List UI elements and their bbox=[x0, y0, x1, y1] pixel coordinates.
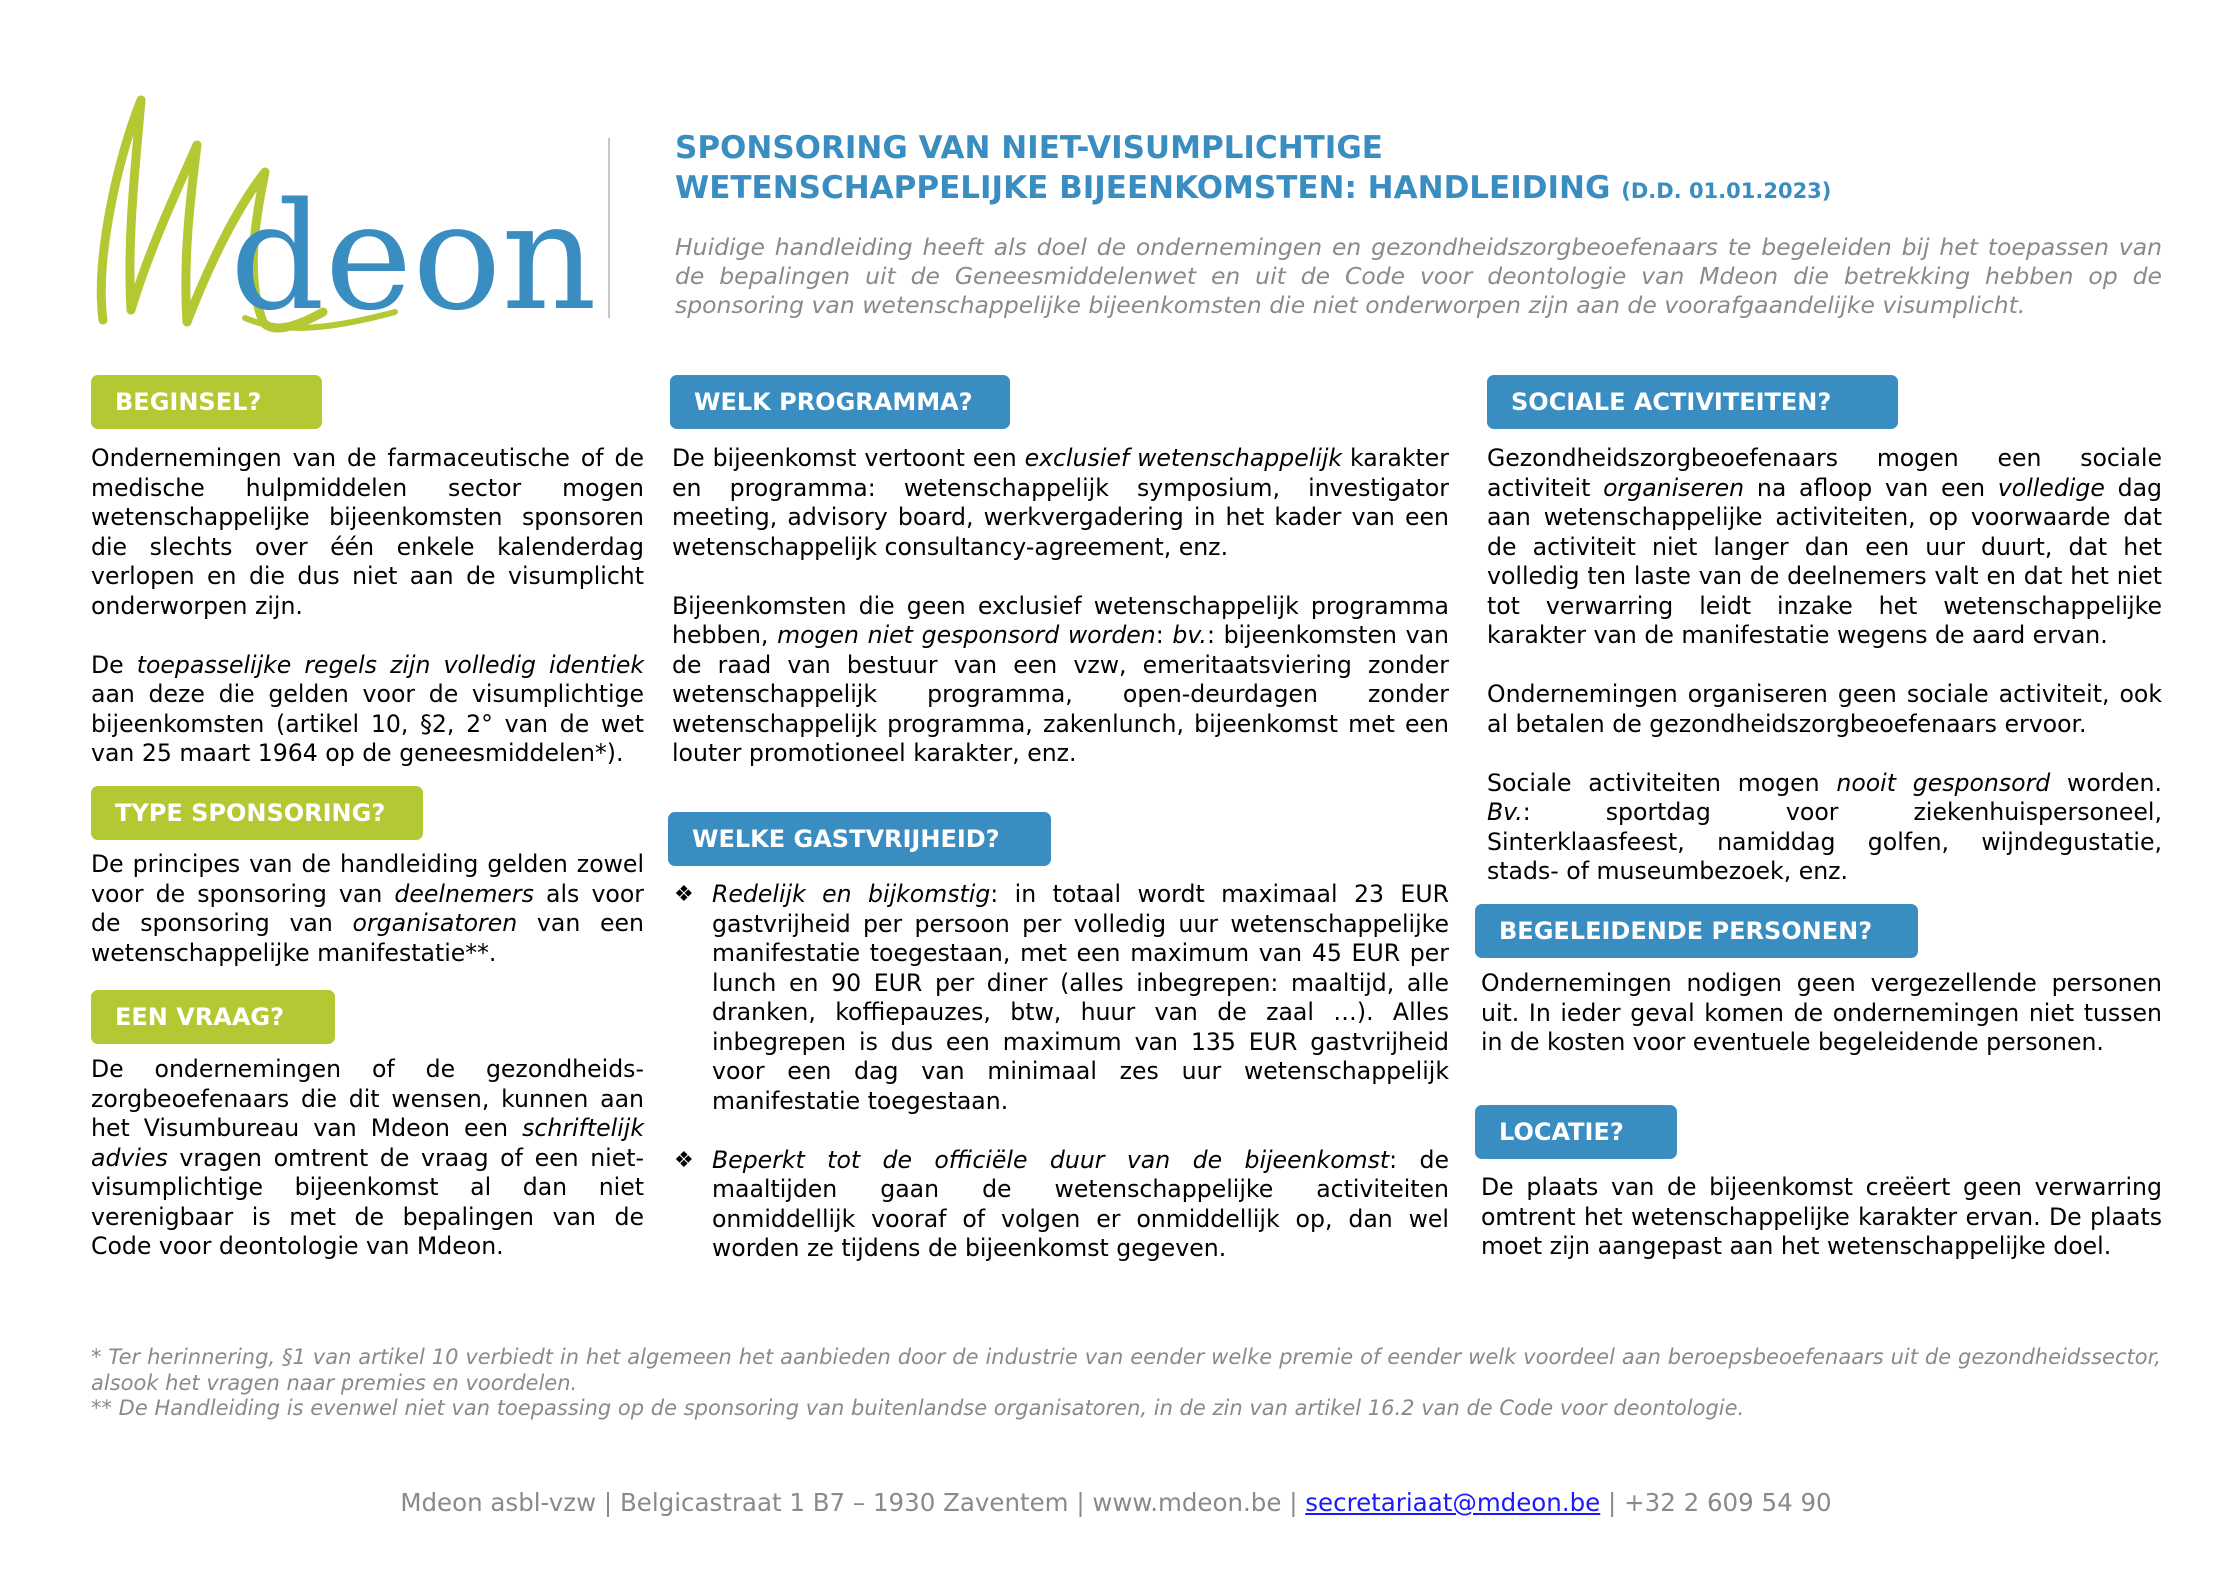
sociale-p3-a: Sociale activiteiten mogen bbox=[1487, 768, 1837, 797]
beginsel-p2-em: toepasselijke regels zijn volledig identiek bbox=[136, 650, 644, 679]
locatie-p1: De plaats van de bijeenkomst creëert geen verwarring omtrent het wetenschappelijke karakter ervan. De plaats moet zijn aangepast aan het wetenschappelijke doel. bbox=[1481, 1173, 2162, 1260]
welk-programma-p2-b: : bbox=[1155, 621, 1173, 649]
type-sponsoring-p1-c: van een wetenschappelijke manifestatie**. bbox=[91, 909, 644, 967]
begeleidende-p1: Ondernemingen nodigen geen vergezellende personen uit. In ieder geval komen de ondernemingen niet tussen in de kosten voor eventuele begeleidende personen. bbox=[1481, 969, 2162, 1056]
sociale-p1-em1: organiseren bbox=[1603, 473, 1745, 502]
footnotes bbox=[91, 1345, 2161, 1422]
welk-programma-p1-b: karakter en programma: wetenschappelijk symposium, investigator meeting, advisory board, werkvergadering in het kader van een wetenschappelijk consultancy-agreement, enz. bbox=[672, 444, 1449, 561]
een-vraag-p1-em: schriftelijk advies bbox=[91, 1114, 644, 1172]
sociale-p1-a: Gezondheidszorgbeoefenaars mogen een sociale activiteit bbox=[1487, 444, 2162, 502]
sociale-p1-b: na afloop van een bbox=[1744, 473, 1998, 502]
sociale-p1 bbox=[1487, 444, 2162, 651]
section-locatie bbox=[1481, 1173, 2162, 1262]
sociale-p3-b: worden. bbox=[2050, 768, 2162, 797]
diamond-bullet-icon: ❖ bbox=[674, 1147, 694, 1173]
footnote-1: * Ter herinnering, §1 van artikel 10 verbiedt in het algemeen het aanbieden door de industrie van eender welke premie of eender welk voordeel aan beroepsbeoefenaars uit de gezondheidssector, alsook het vragen naar premies en voordelen. bbox=[91, 1345, 2161, 1395]
section-type-sponsoring bbox=[91, 850, 644, 968]
welk-programma-p2-em1: mogen niet gesponsord worden bbox=[777, 621, 1156, 649]
footer-phone: | +32 2 609 54 90 bbox=[1600, 1488, 1832, 1517]
heading-begeleidende-personen: BEGELEIDENDE PERSONEN? bbox=[1475, 904, 1918, 958]
sociale-p3-c: : sportdag voor ziekenhuispersoneel, Sinterklaasfeest, namiddag golfen, wijndegustatie, stads- of museumbezoek, enz. bbox=[1487, 798, 2162, 885]
section-begeleidende-personen bbox=[1481, 969, 2162, 1058]
beginsel-p1: Ondernemingen van de farmaceutische of de medische hulpmiddelen sector mogen wetenschappelijke bijeenkomsten sponsoren die slechts over één enkele kalenderdag verlopen en die dus niet aan de visumplicht onderworpen zijn. bbox=[91, 444, 644, 620]
logo-divider bbox=[608, 138, 610, 318]
beginsel-p2-b: aan deze die gelden voor de visumplichtige bijeenkomsten (artikel 10, §2, 2° van de wet van 25 maart 1964 op de geneesmiddelen*). bbox=[91, 680, 644, 767]
section-een-vraag bbox=[91, 1055, 644, 1262]
footer-email-link[interactable]: secretariaat@mdeon.be bbox=[1305, 1488, 1601, 1517]
gastvrijheid-b1-text: : in totaal wordt maximaal 23 EUR gastvrijheid per persoon per volledig uur wetenschappelijke manifestatie toegestaan, met een maximum van 45 EUR per lunch en 90 EUR per diner (alles inbegrepen: maaltijd, alle dranken, koffiepauzes, btw, huur van de zaal …). Alles inbegrepen is dus een maximum van 135 EUR gastvrijheid voor een dag van minimaal zes uur wetenschappelijk manifestatie toegestaan. bbox=[712, 880, 1449, 1115]
sociale-p1-em2: volledige bbox=[1997, 473, 2105, 502]
welk-programma-p1-a: De bijeenkomst vertoont een bbox=[672, 444, 1025, 472]
footnote-2: ** De Handleiding is evenwel niet van toepassing op de sponsoring van buitenlandse organisatoren, in de zin van artikel 16.2 van de Code voor deontologie. bbox=[91, 1396, 1745, 1420]
beginsel-p2-a: De bbox=[91, 650, 137, 679]
page-title bbox=[675, 128, 2175, 211]
footer bbox=[0, 1488, 2232, 1517]
een-vraag-p1-a: De ondernemingen of de gezondheids-zorgbeoefenaars die dit wensen, kunnen aan het Visumbureau van Mdeon een bbox=[91, 1055, 644, 1142]
heading-beginsel: BEGINSEL? bbox=[91, 375, 322, 429]
intro-text: Huidige handleiding heeft als doel de ondernemingen en gezondheidszorgbeoefenaars te begeleiden bij het toepassen van de bepalingen uit de Geneesmiddelenwet en uit de Code voor deontologie van Mdeon die betrekking hebben op de sponsoring van wetenschappelijke bijeenkomsten die niet onderworpen zijn aan de voorafgaandelijke visumplicht. bbox=[675, 233, 2162, 319]
gastvrijheid-b2-text: : de maaltijden gaan de wetenschappelijke activiteiten onmiddellijk vooraf of volgen er onmiddellijk op, dan wel worden ze tijdens de bijeenkomst gegeven. bbox=[712, 1145, 1449, 1262]
diamond-bullet-icon: ❖ bbox=[674, 882, 694, 907]
list-item bbox=[672, 880, 1449, 1116]
sociale-p3 bbox=[1487, 769, 2162, 887]
list-item bbox=[672, 1146, 1449, 1264]
welk-programma-p2-c: : bijeenkomsten van de raad van bestuur van een vzw, emeritaatsviering zonder wetenschappelijk programma, open-deurdagen zonder wetenschappelijk programma, zakenlunch, bijeenkomst met een louter promotioneel karakter, enz. bbox=[672, 621, 1449, 767]
heading-welk-programma: WELK PROGRAMMA? bbox=[670, 375, 1010, 429]
sociale-p1-c: dag aan wetenschappelijke activiteiten, op voorwaarde dat de activiteit niet langer dan een uur duurt, dat het volledig ten laste van de deelnemers valt en dat het niet tot verwarring leidt inzake het wetenschappelijke karakter van de manifestatie wegens de aard ervan. bbox=[1487, 473, 2163, 649]
type-sponsoring-p1-b: als voor de sponsoring van bbox=[91, 879, 644, 937]
welk-programma-p2-a: Bijeenkomsten die geen exclusief wetenschappelijk programma hebben, bbox=[672, 591, 1449, 649]
title-line-1: SPONSORING VAN NIET-VISUMPLICHTIGE bbox=[675, 130, 1383, 166]
welk-programma-p1-em: exclusief wetenschappelijk bbox=[1024, 444, 1343, 472]
sociale-p2: Ondernemingen organiseren geen sociale activiteit, ook al betalen de gezondheidszorgbeoefenaars ervoor. bbox=[1487, 680, 2162, 738]
title-line-2 bbox=[675, 168, 2175, 211]
heading-sociale-activiteiten: SOCIALE ACTIVITEITEN? bbox=[1487, 375, 1898, 429]
heading-welke-gastvrijheid: WELKE GASTVRIJHEID? bbox=[668, 812, 1051, 866]
type-sponsoring-p1-em2: organisatoren bbox=[352, 909, 518, 937]
type-sponsoring-p1 bbox=[91, 850, 644, 968]
welk-programma-p2 bbox=[672, 592, 1449, 769]
heading-een-vraag: EEN VRAAG? bbox=[91, 990, 335, 1044]
section-welk-programma bbox=[672, 444, 1449, 769]
section-sociale-activiteiten bbox=[1487, 444, 2162, 887]
mdeon-logo-graphic bbox=[95, 90, 595, 340]
type-sponsoring-p1-a: De principes van de handleiding gelden zowel voor de sponsoring van bbox=[91, 850, 644, 908]
een-vraag-p1-b: vragen omtrent de vraag of een niet-visumplichtige bijeenkomst al dan niet verenigbaar is met de bepalingen van de Code voor deontologie van Mdeon. bbox=[91, 1143, 644, 1260]
footer-address: Mdeon asbl-vzw | Belgicastraat 1 B7 – 1930 Zaventem | www.mdeon.be | bbox=[400, 1488, 1306, 1517]
type-sponsoring-p1-em1: deelnemers bbox=[394, 879, 534, 908]
gastvrijheid-list bbox=[672, 880, 1449, 1264]
beginsel-p2 bbox=[91, 651, 644, 769]
section-beginsel bbox=[91, 444, 644, 769]
heading-locatie: LOCATIE? bbox=[1475, 1105, 1677, 1159]
een-vraag-p1 bbox=[91, 1055, 644, 1262]
mdeon-logo bbox=[95, 90, 595, 340]
gastvrijheid-b1-em: Redelijk en bijkomstig bbox=[712, 880, 991, 908]
section-welke-gastvrijheid bbox=[672, 880, 1449, 1264]
sociale-p3-em1: nooit gesponsord bbox=[1836, 768, 2051, 797]
title-date: (D.D. 01.01.2023) bbox=[1621, 179, 1832, 203]
heading-type-sponsoring: TYPE SPONSORING? bbox=[91, 786, 423, 840]
gastvrijheid-b2-em: Beperkt tot de officiële duur van de bijeenkomst bbox=[712, 1145, 1390, 1174]
logo-text: deon bbox=[230, 171, 595, 340]
welk-programma-p2-em2: bv. bbox=[1172, 621, 1207, 649]
welk-programma-p1 bbox=[672, 444, 1449, 562]
sociale-p3-em2: Bv. bbox=[1487, 798, 1523, 826]
title-line-2-text: WETENSCHAPPELIJKE BIJEENKOMSTEN: HANDLEIDING bbox=[675, 170, 1611, 206]
